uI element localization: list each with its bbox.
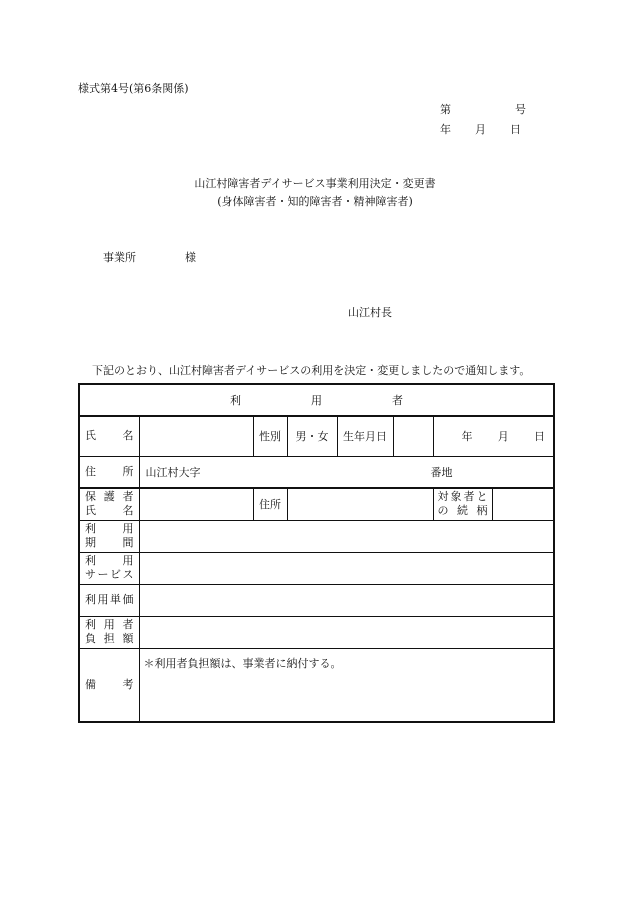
- title-main: 山江村障害者デイサービス事業利用決定・変更書: [194, 177, 436, 190]
- addressee-office: 事業所: [103, 251, 136, 264]
- period-label-line-1: 利 用: [85, 522, 134, 535]
- number-blank: [451, 100, 515, 120]
- guardian-label-line-2: 氏 名: [85, 504, 134, 518]
- issuer-name: 山江村長: [348, 306, 392, 319]
- title-sub: (身体障害者・知的障害者・精神障害者): [217, 195, 413, 208]
- unit-price-label: 利用単価: [79, 584, 139, 616]
- birthdate-era-field: [393, 416, 433, 456]
- burden-label-line-1: 利 用 者: [85, 618, 134, 631]
- address-suffix: 番地: [430, 465, 453, 479]
- address-prefix: 山江村大字: [145, 465, 201, 479]
- service-field: [139, 552, 554, 584]
- burden-label: [79, 616, 139, 648]
- guardian-address-field: [287, 488, 433, 520]
- guardian-address-label: 住所: [253, 488, 287, 520]
- service-row: [79, 552, 554, 584]
- year-blank: [451, 120, 475, 140]
- issue-day-label: 日: [510, 123, 521, 136]
- address-row: [79, 456, 554, 488]
- unit-price-row: [79, 584, 554, 616]
- guardian-label-line-1: 保 護 者: [85, 490, 134, 504]
- guardian-row: [79, 488, 554, 520]
- addressee: [103, 249, 196, 265]
- service-label: [79, 552, 139, 584]
- relation-field: [492, 488, 554, 520]
- birth-day-label: 日: [534, 430, 545, 444]
- period-label-line-2: 期 間: [85, 536, 134, 549]
- period-label: [79, 520, 139, 552]
- notice-text: 下記のとおり、山江村障害者デイサービスの利用を決定・変更しましたので通知します。: [92, 364, 531, 377]
- birth-year-label: 年: [461, 430, 473, 444]
- user-information-table: [78, 383, 555, 723]
- unit-price-field: [139, 584, 554, 616]
- document-title: [0, 175, 630, 211]
- name-field: [139, 416, 253, 456]
- period-field: [139, 520, 554, 552]
- name-label: 氏 名: [79, 416, 139, 456]
- month-blank: [486, 120, 510, 140]
- number-label-left: 第: [440, 103, 451, 116]
- gender-label: 性別: [253, 416, 287, 456]
- document-number-date-block: [440, 100, 526, 140]
- remarks-label: 備 考: [79, 648, 139, 722]
- name-row: [79, 416, 554, 456]
- burden-field: [139, 616, 554, 648]
- birthdate-label: 生年月日: [337, 416, 393, 456]
- issue-year-label: 年: [440, 123, 451, 136]
- table-header-row: [79, 384, 554, 416]
- burden-label-line-2: 負 担 額: [85, 632, 134, 645]
- birth-month-label: 月: [497, 430, 509, 444]
- address-label: 住 所: [79, 456, 139, 488]
- gender-options: 男・女: [287, 416, 337, 456]
- remarks-row: [79, 648, 554, 722]
- period-row: [79, 520, 554, 552]
- relation-label: [433, 488, 492, 520]
- issue-date-line: [440, 120, 526, 140]
- form-number: 様式第4号(第6条関係): [78, 82, 189, 95]
- service-label-line-2: サービス: [85, 568, 134, 581]
- address-field: [139, 456, 554, 488]
- burden-row: [79, 616, 554, 648]
- issue-month-label: 月: [475, 123, 486, 136]
- user-section-header: 利 用 者: [79, 384, 554, 416]
- relation-label-line-2: の 続 柄: [437, 504, 488, 518]
- remarks-field: ＊利用者負担額は、事業者に納付する。: [139, 648, 554, 722]
- document-number-line: [440, 100, 526, 120]
- birthdate-field: [433, 416, 554, 456]
- guardian-name-field: [139, 488, 253, 520]
- number-label-right: 号: [515, 103, 526, 116]
- relation-label-line-1: 対象者と: [437, 490, 488, 504]
- guardian-name-label: [79, 488, 139, 520]
- addressee-honorific: 様: [185, 251, 196, 264]
- service-label-line-1: 利 用: [85, 554, 134, 567]
